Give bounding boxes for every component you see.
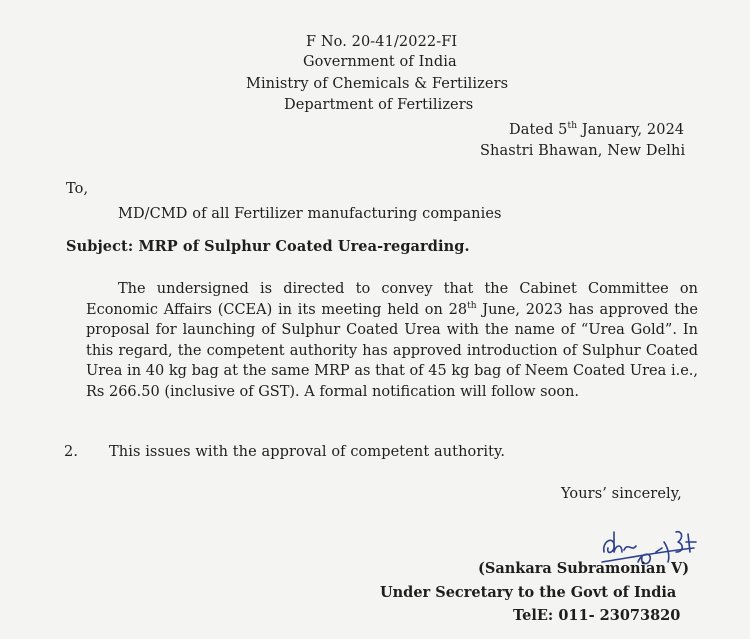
ministry-line: Ministry of Chemicals & Fertilizers	[246, 76, 509, 92]
paragraph-two-text: This issues with the approval of competent authority.	[109, 444, 506, 460]
signatory-title: Under Secretary to the Govt of India	[380, 584, 677, 601]
paragraph-two-number: 2.	[64, 444, 79, 460]
date-line	[509, 122, 684, 138]
date-suffix: January, 2024	[577, 122, 685, 138]
date-prefix: Dated 5	[509, 122, 568, 138]
subject-line	[66, 238, 470, 255]
recipient-line: MD/CMD of all Fertilizer manufacturing companies	[118, 206, 502, 222]
signatory-name: (Sankara Subramonian V)	[478, 560, 690, 577]
date-ordinal: th	[567, 121, 578, 132]
yours-sincerely: Yours’ sincerely,	[561, 486, 682, 502]
paragraph-one-ordinal: th	[467, 300, 477, 311]
to-label: To,	[66, 181, 89, 197]
paragraph-one-part2: June, 2023 has approved the proposal for launching of Sulphur Coated Urea with the name of “Urea Gold”. In this regard, the competent authority has approved introduction of Sulphur Coated Urea in 40 kg bag at the same MRP as that of 45 kg bag of Neem Coated Urea i.e., Rs 266.50 (inclusive of GST). A formal notification will follow soon.	[86, 301, 698, 400]
signatory-telephone: TelE: 011- 23073820	[513, 607, 681, 624]
subject-text: MRP of Sulphur Coated Urea-regarding.	[138, 238, 470, 255]
department-line: Department of Fertilizers	[284, 97, 474, 113]
place-line: Shastri Bhawan, New Delhi	[480, 143, 686, 159]
paragraph-one-part1: The undersigned is directed to convey that the Cabinet Committee on Economic Affairs (CCEA) in its meeting held on 28	[86, 281, 698, 318]
subject-label: Subject:	[66, 238, 134, 255]
government-line: Government of India	[303, 54, 457, 70]
file-number: F No. 20-41/2022-FI	[306, 34, 458, 50]
paragraph-one	[86, 279, 698, 403]
